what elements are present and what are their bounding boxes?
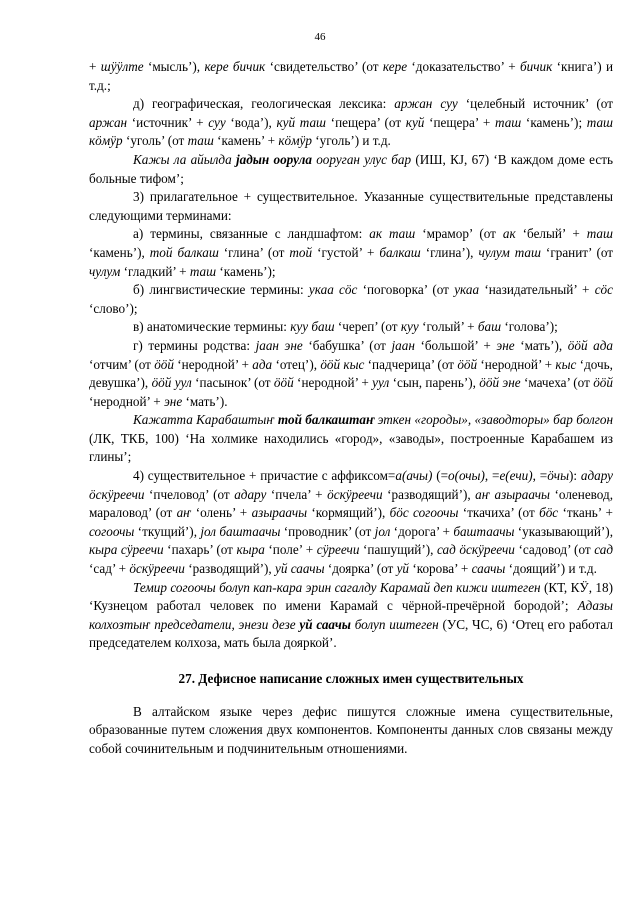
final-paragraph: В алтайском языке через дефис пишутся сложные имена существительные, образованные путем сложения двух компонентов. Компоненты данных слов связаны между собой сочинительным и подчинительным отношениями. bbox=[89, 703, 613, 756]
paragraph-list bbox=[89, 58, 613, 653]
page-number: 46 bbox=[314, 31, 326, 43]
body-paragraph: 4) существительное + причастие с аффиксом=а(ачы) (=о(очы), =е(ечи), =ӧчы): адару ӧскӱреечи ‘пчеловод’ (от адару ‘пчела’ + ӧскӱреечи ‘разводящий’), аҥ азыраачы ‘оленевод, мараловод’ (от аҥ ‘олень’ + азыраачы ‘кормящий’), бӧс согоочы ‘ткачиха’ (от бӧс ‘ткань’ + согоочы ‘ткущий’), јол баштаачы ‘проводник’ (от јол ‘дорога’ + баштаачы ‘указывающий’), кыра сӱреечи ‘пахарь’ (от кыра ‘поле’ + сӱреечи ‘пашущий’), сад ӧскӱреечи ‘садовод’ (от сад ‘сад’ + ӧскӱреечи ‘разводящий’), уй саачы ‘доярка’ (от уй ‘корова’ + саачы ‘доящий’) и т.д. bbox=[89, 468, 614, 577]
example-sentence: Кажы ла айылда јадын оорула ооруган улус бар (ИШ, КЈ, 67) ‘В каждом доме есть больные тифом’; bbox=[89, 151, 613, 186]
body-paragraph: а) термины, связанные с ландшафтом: ак таш ‘мрамор’ (от ак ‘белый’ + таш ‘камень’), той балкаш ‘глина’ (от той ‘густой’ + балкаш ‘глина’), чулум таш ‘гранит’ (от чулум ‘гладкий’ + таш ‘камень’); bbox=[89, 226, 614, 279]
body-paragraph: б) лингвистические термины: укаа сӧс ‘поговорка’ (от укаа ‘назидательный’ + сӧс ‘слово’); bbox=[89, 282, 613, 316]
body-paragraph: д) географическая, геологическая лексика: аржан суу ‘целебный источник’ (от аржан ‘источник’ + суу ‘вода’), куй таш ‘пещера’ (от куй ‘пещера’ + таш ‘камень’); таш кӧмӱр ‘уголь’ (от таш ‘камень’ + кӧмӱр ‘уголь’) и т.д. bbox=[89, 96, 614, 149]
body-paragraph: г) термины родства: јаан эне ‘бабушка’ (от јаан ‘большой’ + эне ‘мать’), ӧӧй ада ‘отчим’ (от ӧӧй ‘неродной’ + ада ‘отец’), ӧӧй кыс ‘падчерица’ (от ӧӧй ‘неродной’ + кыс ‘дочь, девушка’), ӧӧй уул ‘пасынок’ (от ӧӧй ‘неродной’ + уул ‘сын, парень’), ӧӧй эне ‘мачеха’ (от ӧӧй ‘неродной’ + эне ‘мать’). bbox=[89, 337, 613, 409]
example-sentence: Кажатта Карабаштыҥ той балкаштаҥ эткен «городы», «заводторы» бар болгон (ЛК, ТКБ, 100) ‘На холмике находились «город», «заводы», построенные Карабашем из глины’; bbox=[89, 412, 613, 465]
body-paragraph: в) анатомические термины: куу баш ‘череп’ (от куу ‘голый’ + баш ‘голова’); bbox=[133, 319, 558, 335]
page-body bbox=[89, 58, 613, 758]
example-sentence: Темир согоочы болуп кап-кара эрин сагалду Карамай деп кижи иштеген (КТ, КӰ, 18) ‘Кузнецом работал человек по имени Карамай с чёрной-пречёрной бородой’; Адазы колхозтыҥ председатели, энези дезе уй саачы болуп иштеген (УС, ЧС, 6) ‘Отец его работал председателем колхоза, мать была дояркой’. bbox=[89, 579, 614, 651]
body-paragraph: 3) прилагательное + существительное. Указанные существительные представлены следующими терминами: bbox=[89, 189, 613, 223]
section-heading: 27. Дефисное написание сложных имен существительных bbox=[178, 671, 524, 686]
body-paragraph: + шӱӱлте ‘мысль’), кере бичик ‘свидетельство’ (от кере ‘доказательство’ + бичик ‘книга’) и т.д.; bbox=[89, 59, 614, 93]
